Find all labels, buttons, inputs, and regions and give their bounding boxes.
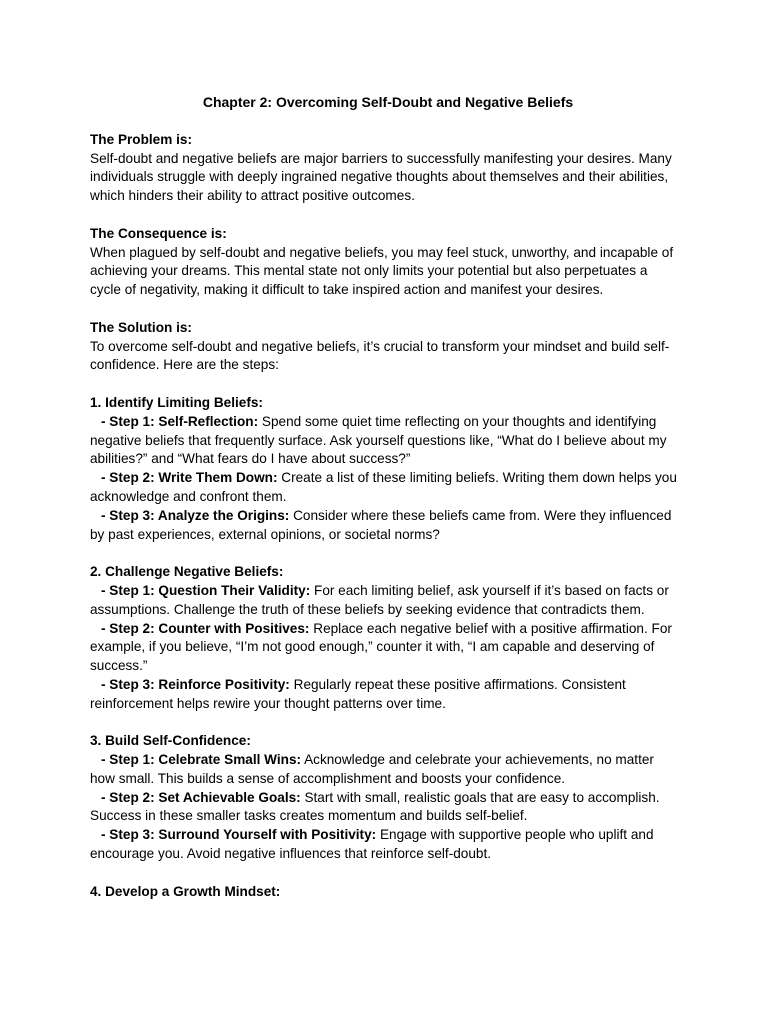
problem-heading: The Problem is: <box>90 131 192 147</box>
step-label: - Step 2: Counter with Positives: <box>101 620 310 636</box>
section-heading: 4. Develop a Growth Mindset: <box>90 883 281 899</box>
step-text: Acknowledge and celebrate your achievements, no matter how small. This builds a sense of accomplishment and boosts your confidence. <box>90 752 654 786</box>
step-text: Consider where these beliefs came from. Were they influenced by past experiences, external opinions, or societal norms? <box>90 507 672 542</box>
section-heading: 1. Identify Limiting Beliefs: <box>90 394 263 410</box>
step-item <box>90 789 682 827</box>
step-text: Replace each negative belief with a positive affirmation. For example, if you believe, “I’m not good enough,” counter it with, “I am capable and deserving of success.” <box>90 620 672 674</box>
step-text: For each limiting belief, ask yourself if it’s based on facts or assumptions. Challenge the truth of these beliefs by seeking evidence that contradicts them. <box>90 582 669 617</box>
step-item <box>90 413 682 469</box>
step-label: - Step 1: Question Their Validity: <box>101 582 311 598</box>
step-item <box>90 676 682 714</box>
solution-text: To overcome self-doubt and negative beliefs, it’s crucial to transform your mindset and build self-confidence. Here are the steps: <box>90 338 670 373</box>
problem-block <box>90 131 682 206</box>
page-title: Chapter 2: Overcoming Self-Doubt and Negative Beliefs <box>202 94 574 110</box>
step-label: - Step 2: Write Them Down: <box>101 470 278 486</box>
step-text: Engage with supportive people who uplift and encourage you. Avoid negative influences that reinforce self-doubt. <box>90 827 654 862</box>
section-build-self-confidence <box>90 732 682 864</box>
solution-block <box>90 319 682 375</box>
step-label: - Step 3: Analyze the Origins: <box>101 507 290 523</box>
step-item <box>90 582 682 620</box>
step-label: - Step 3: Reinforce Positivity: <box>101 676 290 692</box>
step-label: - Step 1: Celebrate Small Wins: <box>101 752 302 768</box>
step-item <box>90 469 682 507</box>
step-item <box>90 507 682 545</box>
step-item <box>90 751 682 789</box>
consequence-heading: The Consequence is: <box>90 225 227 241</box>
step-label: - Step 2: Set Achievable Goals: <box>101 789 301 805</box>
section-heading: 3. Build Self-Confidence: <box>90 733 251 749</box>
step-text: Start with small, realistic goals that are easy to accomplish. Success in these smaller tasks creates momentum and builds self-belief. <box>90 789 660 824</box>
step-text: Create a list of these limiting beliefs. Writing them down helps you acknowledge and confront them. <box>90 470 677 504</box>
consequence-text: When plagued by self-doubt and negative beliefs, you may feel stuck, unworthy, and incapable of achieving your dreams. This mental state not only limits your potential but also perpetuates a cycle of negativity, making it difficult to take inspired action and manifest your desires. <box>90 244 674 298</box>
consequence-block <box>90 225 682 300</box>
step-text: Regularly repeat these positive affirmations. Consistent reinforcement helps rewire your thought patterns over time. <box>90 676 626 711</box>
problem-text: Self-doubt and negative beliefs are major barriers to successfully manifesting your desires. Many individuals struggle with deeply ingrained negative thoughts about themselves and their abilities, which hinders their ability to attract positive outcomes. <box>90 150 672 204</box>
step-item <box>90 620 682 676</box>
step-label: - Step 3: Surround Yourself with Positivity: <box>101 827 377 843</box>
solution-heading: The Solution is: <box>90 319 192 335</box>
section-develop-growth-mindset <box>90 883 682 902</box>
step-item <box>90 826 682 864</box>
section-heading: 2. Challenge Negative Beliefs: <box>90 564 284 580</box>
step-label: - Step 1: Self-Reflection: <box>101 413 259 429</box>
section-identify-limiting-beliefs <box>90 394 682 544</box>
section-challenge-negative-beliefs <box>90 563 682 713</box>
step-text: Spend some quiet time reflecting on your thoughts and identifying negative beliefs that frequently surface. Ask yourself questions like, “What do I believe about my abilities?” and “What fears do I have about success?” <box>90 413 667 467</box>
